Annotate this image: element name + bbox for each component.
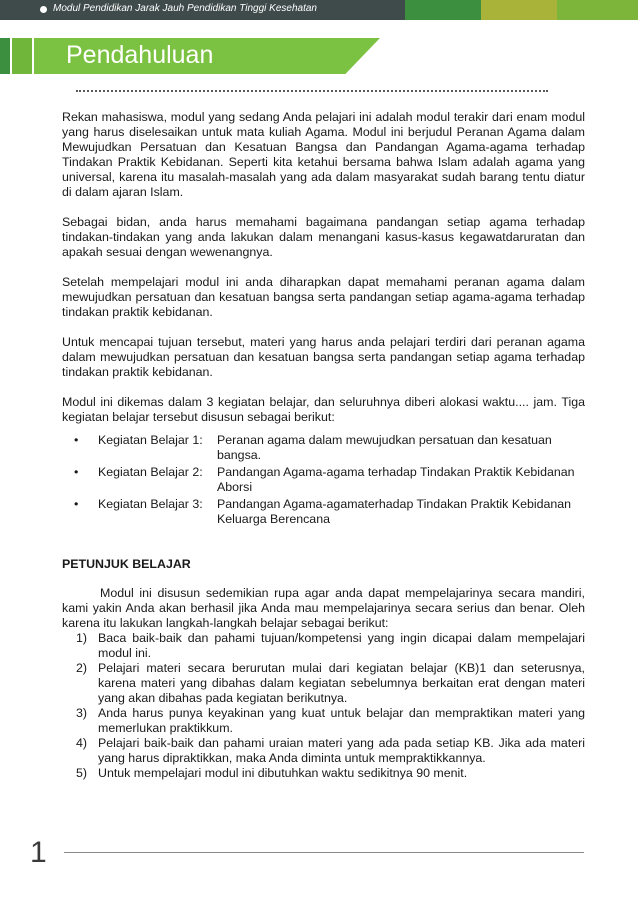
kegiatan-desc: Pandangan Agama-agama terhadap Tindakan Praktik Kebidanan Aborsi [217,465,575,494]
header-bar [0,0,638,20]
petunjuk-heading: PETUNJUK BELAJAR [62,557,191,571]
kegiatan-list [62,433,585,527]
dotted-divider [76,90,548,92]
paragraph: Rekan mahasiswa, modul yang sedang Anda pelajari ini adalah modul terakir dari enam modul yang harus diselesaikan untuk mata kuliah Agama. Modul ini berjudul Peranan Agama dalam Mewujudkan Persatuan dan Kesatuan Bangsa dan Pandangan Agama-agama terhadap Tindakan Praktik Kebidanan. Seperti kita ketahui bersama bahwa Islam adalah agama yang universal, karena itu masalah-masalah yang ada dalam masyarakat sudah barang tentu diatur di dalam ajaran Islam. [62,110,585,199]
kegiatan-desc: Pandangan Agama-agamaterhadap Tindakan Praktik Kebidanan Keluarga Berencana [217,497,572,526]
kegiatan-name: Kegiatan Belajar 2: [98,465,203,479]
page-number: 1 [30,836,47,869]
paragraph: Modul ini dikemas dalam 3 kegiatan belajar, dan seluruhnya diberi alokasi waktu.... jam. Tiga kegiatan belajar tersebut disusun sebagai berikut: [62,395,585,424]
step-number: 3) [76,706,88,720]
list-item [62,706,585,736]
petunjuk-intro: Modul ini disusun sedemikian rupa agar anda dapat mempelajarinya secara mandiri, kami yakin Anda akan berhasil jika Anda mau mempelajarinya secara serius dan benar. Oleh karena itu lakukan langkah-langkah belajar sebagai berikut: [62,586,585,630]
list-item [62,631,585,661]
step-text: Pelajari materi secara berurutan mulai dari kegiatan belajar (KB)1 dan seterusnya, karena materi yang dibahas dalam kegiatan sebelumnya berkaitan erat dengan materi yang akan dibahas pada kegiatan berikutnya. [98,661,585,705]
header-green-segment [405,0,481,20]
list-item [62,661,585,706]
step-number: 4) [76,736,88,750]
banner-stripe-mid [12,38,32,74]
kegiatan-name: Kegiatan Belajar 1: [98,433,203,447]
list-item [62,736,585,766]
banner-stripe-dark [0,38,10,74]
kegiatan-desc: Peranan agama dalam mewujudkan persatuan dan kesatuan bangsa. [217,433,552,462]
list-item [62,433,585,463]
step-number: 5) [76,766,88,780]
bullet-icon: • [74,433,79,447]
steps-list [62,631,585,781]
header-olive-segment [481,0,557,20]
list-item [62,766,585,781]
bullet-icon: • [74,497,79,511]
step-text: Baca baik-baik dan pahami tujuan/kompetensi yang ingin dicapai dalam mempelajari modul ini. [98,631,585,660]
bullet-icon: • [74,465,79,479]
step-text: Anda harus punya keyakinan yang kuat untuk belajar dan mempraktikan materi yang memerlukan praktikkum. [98,706,585,735]
step-text: Pelajari baik-baik dan pahami uraian materi yang ada pada setiap KB. Jika ada materi yang harus dipraktikkan, maka Anda diminta untuk mempraktikkannya. [98,736,585,765]
module-title: Modul Pendidikan Jarak Jauh Pendidikan Tinggi Kesehatan [53,3,317,14]
paragraph: Sebagai bidan, anda harus memahami bagaimana pandangan setiap agama terhadap tindakan-tindakan yang anda lakukan dalam menangani kasus-kasus kegawatdaruratan dan apakah sesuai dengan wewenangnya. [62,215,585,259]
header-lime-segment [557,0,638,20]
list-item [62,465,585,495]
list-item [62,497,585,527]
content-area [62,110,585,781]
paragraph: Setelah mempelajari modul ini anda diharapkan dapat memahami peranan agama dalam mewujudkan persatuan dan kesatuan bangsa serta pandangan setiap agama-agama terhadap tindakan praktik kebidanan. [62,275,585,319]
kegiatan-name: Kegiatan Belajar 3: [98,497,203,511]
step-number: 1) [76,631,88,645]
step-number: 2) [76,661,88,675]
paragraph: Untuk mencapai tujuan tersebut, materi yang harus anda pelajari terdiri dari peranan agama dalam mewujudkan persatuan dan kesatuan bangsa serta pandangan setiap agama terhadap tindakan praktik kebidanan. [62,335,585,379]
bullet-dot-icon [40,6,47,13]
step-text: Untuk mempelajari modul ini dibutuhkan waktu sedikitnya 90 menit. [98,766,468,780]
section-title: Pendahuluan [66,41,214,69]
footer-rule [64,852,584,853]
